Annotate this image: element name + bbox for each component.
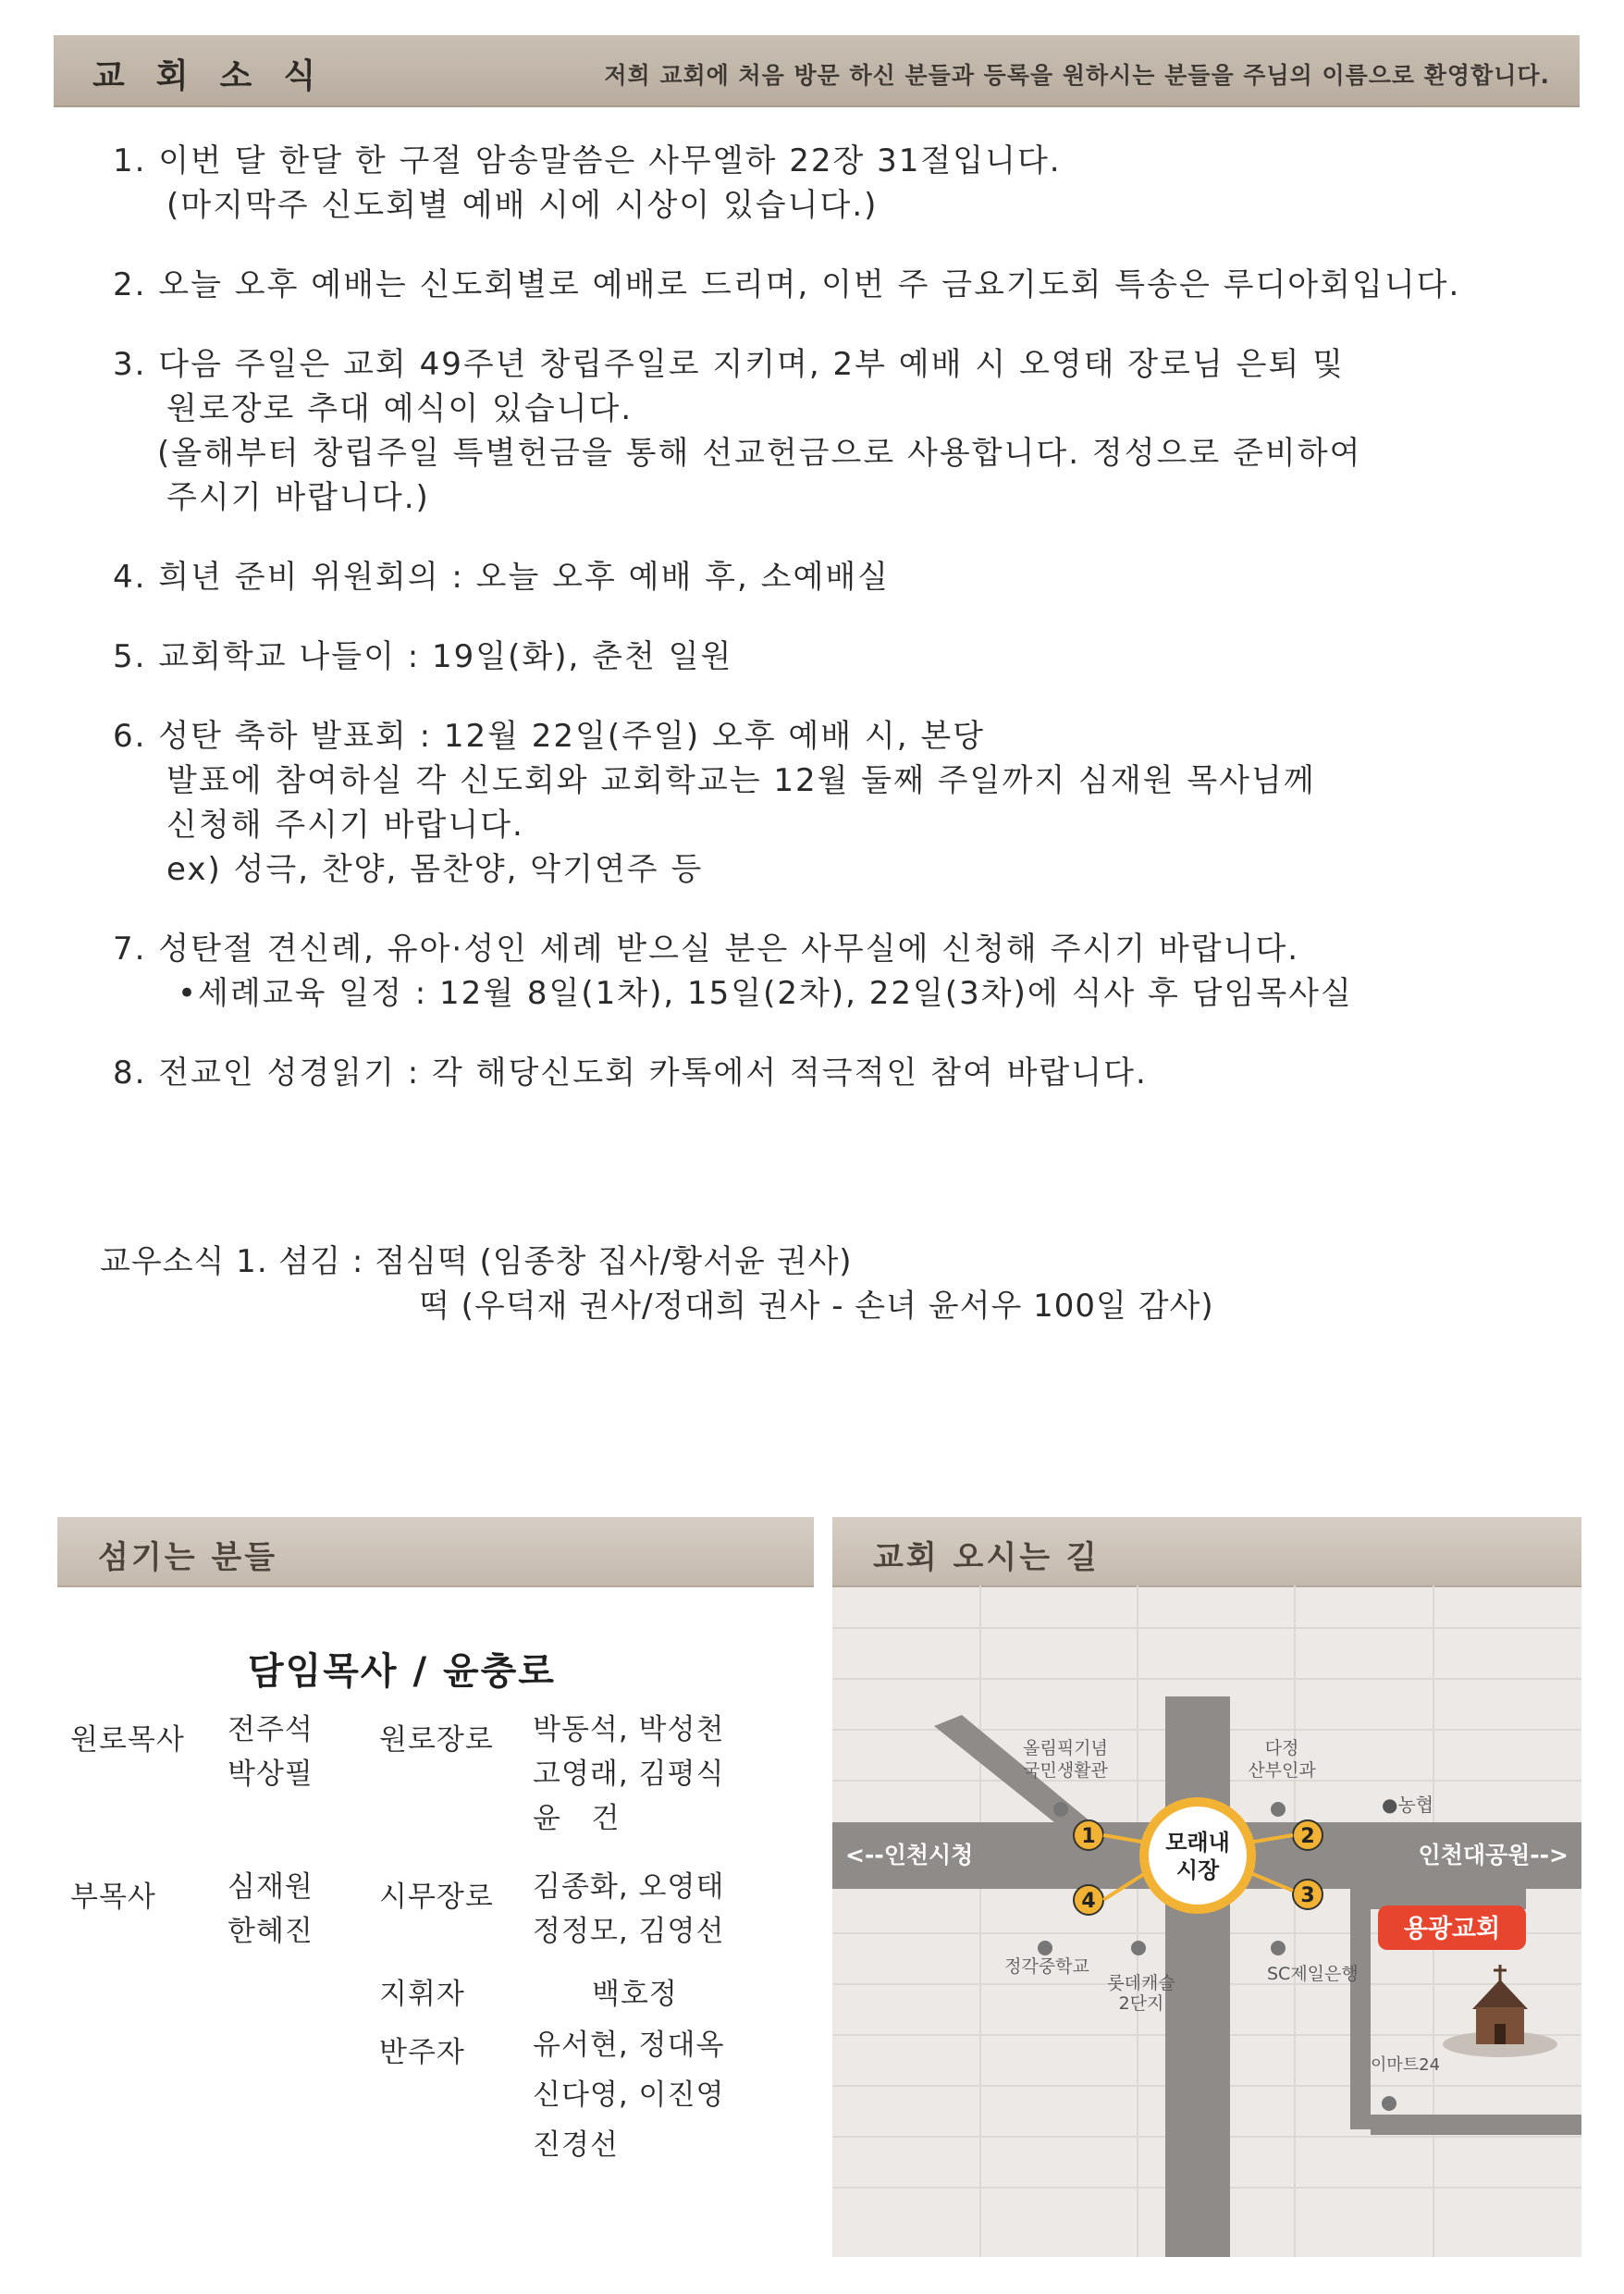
- notice-line: 5. 교회학교 나들이 : 19일(화), 춘천 일원: [113, 638, 733, 675]
- side-road-south: [1350, 1889, 1371, 2129]
- notice-item: [113, 714, 1519, 892]
- west-direction-label: <--인천시청: [845, 1842, 974, 1868]
- role-label: 원로장로: [379, 1723, 494, 1757]
- notice-line: (올해부터 창립주일 특별헌금을 통해 선교헌금으로 사용합니다. 정성으로 준비하여: [157, 435, 1362, 472]
- sc-bank-dot: [1271, 1941, 1286, 1955]
- school-label: 정각중학교: [1004, 1956, 1089, 1977]
- person-name: 전주석: [228, 1713, 314, 1746]
- person-name: 고영래, 김평식: [533, 1758, 725, 1791]
- notice-item: [113, 555, 1519, 599]
- sc-bank-label: SC제일은행: [1267, 1964, 1359, 1984]
- person-name: 심재원: [228, 1870, 314, 1904]
- notice-line: 8. 전교인 성경읽기 : 각 해당신도회 카톡에서 적극적인 참여 바랍니다.: [113, 1054, 1148, 1092]
- notice-line: 4. 희년 준비 위원회의 : 오늘 오후 예배 후, 소예배실: [113, 559, 891, 596]
- page-title: 교회소식: [92, 57, 348, 95]
- east-direction-label: 인천대공원-->: [1418, 1842, 1569, 1868]
- notice-item: [113, 263, 1519, 307]
- servers-section: [57, 1517, 814, 2257]
- directions-section-title: 교회 오시는 길: [873, 1539, 1100, 1576]
- center-circle: [1144, 1802, 1251, 1909]
- notice-line: 6. 성탄 축하 발표회 : 12월 22일(주일) 오후 예배 시, 본당: [113, 718, 986, 755]
- notice-line: 1. 이번 달 한달 한 구절 암송말씀은 사무엘하 22장 31절입니다.: [113, 142, 1062, 179]
- olympic-dot: [1053, 1802, 1068, 1817]
- notice-line: 2. 오늘 오후 예배는 신도회별로 예배로 드리며, 이번 주 금요기도회 특송은 루디아회입니다.: [113, 266, 1461, 303]
- person-name: 신다영, 이진영: [533, 2078, 725, 2112]
- role-label: 지휘자: [379, 1978, 465, 2011]
- lotte-dot: [1131, 1941, 1146, 1955]
- notice-item: [113, 139, 1519, 228]
- notice-line: 3. 다음 주일은 교회 49주년 창립주일로 지키며, 2부 예배 시 오영태 장로님 은퇴 및: [113, 346, 1345, 383]
- notice-line: 발표에 참여하실 각 신도회와 교회학교는 12월 둘째 주일까지 심재원 목사님께: [166, 762, 1316, 799]
- header-bar: [54, 35, 1580, 107]
- notice-item: [113, 342, 1519, 520]
- notice-line: ex) 성극, 찬양, 몸찬양, 악기연주 등: [166, 851, 704, 888]
- dajeong-label-1: 다정: [1264, 1738, 1299, 1758]
- senior-pastor: 담임목사 / 윤충로: [248, 1650, 556, 1693]
- notice-item: [113, 927, 1519, 1016]
- role-names: [533, 1708, 724, 1841]
- olympic-label-2: 국민생활관: [1023, 1760, 1108, 1781]
- olympic-label-1: 올림픽기념: [1023, 1738, 1108, 1758]
- person-name: 윤 건: [533, 1802, 621, 1835]
- school-dot: [1038, 1941, 1052, 1955]
- emart-label: 이마트24: [1371, 2055, 1441, 2075]
- side-road-bottom: [1371, 2115, 1581, 2135]
- role-names: [533, 1865, 724, 1954]
- exit-4-label: 4: [1081, 1890, 1096, 1913]
- members-news-line: 떡 (우덕재 권사/정대희 권사 - 손녀 윤서우 100일 감사): [419, 1288, 1214, 1325]
- church-label: 용광교회: [1403, 1915, 1501, 1943]
- person-name: 정정모, 김영선: [533, 1915, 725, 1948]
- church-icon: [1443, 1965, 1557, 2057]
- servers-section-title: 섬기는 분들: [98, 1539, 278, 1576]
- notice-line: 원로장로 추대 예식이 있습니다.: [166, 390, 634, 427]
- dajeong-label-2: 산부인과: [1248, 1760, 1316, 1781]
- notice-line: 주시기 바랍니다.): [166, 479, 430, 516]
- role-label: 부목사: [70, 1881, 156, 1914]
- role-names: [228, 1865, 314, 1954]
- person-name: 김종화, 오영태: [533, 1870, 725, 1904]
- nonghyup-label: ●농협: [1382, 1794, 1434, 1816]
- notice-line: 신청해 주시기 바랍니다.: [166, 807, 524, 844]
- role-label: 반주자: [379, 2036, 465, 2069]
- notice-line: 7. 성탄절 견신례, 유아·성인 세례 받으실 분은 사무실에 신청해 주시기 바랍니다.: [113, 931, 1300, 968]
- person-name: 한혜진: [228, 1915, 314, 1948]
- dajeong-dot: [1271, 1802, 1286, 1817]
- center-label-2: 시장: [1175, 1857, 1220, 1883]
- center-label-1: 모래내: [1165, 1830, 1230, 1856]
- role-names: [533, 2020, 724, 2170]
- lotte-label-1: 롯데캐슬: [1107, 1973, 1175, 1993]
- role-names: [228, 1708, 314, 1796]
- notice-item: [113, 635, 1519, 679]
- directions-section: [832, 1517, 1581, 2257]
- servers-section-header: [57, 1517, 814, 1587]
- lotte-label-2: 2단지: [1118, 1993, 1164, 2014]
- exit-3-label: 3: [1300, 1884, 1315, 1907]
- emart-dot: [1382, 2096, 1396, 2111]
- welcome-message: 저희 교회에 처음 방문 하신 분들과 등록을 원하시는 분들을 주님의 이름으로 환영합니다.: [604, 62, 1550, 89]
- exit-1-label: 1: [1081, 1825, 1096, 1848]
- members-news: [100, 1240, 1214, 1328]
- person-name: 진경선: [533, 2128, 619, 2162]
- person-name: 박상필: [228, 1758, 314, 1791]
- directions-map: [832, 1517, 1581, 2257]
- notice-item: [113, 1051, 1519, 1095]
- role-label: 원로목사: [70, 1723, 185, 1757]
- notice-line: •세례교육 일정 : 12월 8일(1차), 15일(2차), 22일(3차)에 식사 후 담임목사실: [178, 975, 1353, 1012]
- person-name: 유서현, 정대옥: [533, 2029, 725, 2062]
- person-name: 백호정: [592, 1978, 678, 2011]
- members-news-line: 교우소식 1. 섬김 : 점심떡 (임종창 집사/황서윤 권사): [100, 1243, 853, 1280]
- exit-2-label: 2: [1300, 1825, 1315, 1848]
- role-label: 시무장로: [379, 1881, 494, 1914]
- notice-line: (마지막주 신도회별 예배 시에 시상이 있습니다.): [166, 187, 879, 224]
- person-name: 박동석, 박성천: [533, 1713, 725, 1746]
- notice-list: [113, 139, 1519, 1130]
